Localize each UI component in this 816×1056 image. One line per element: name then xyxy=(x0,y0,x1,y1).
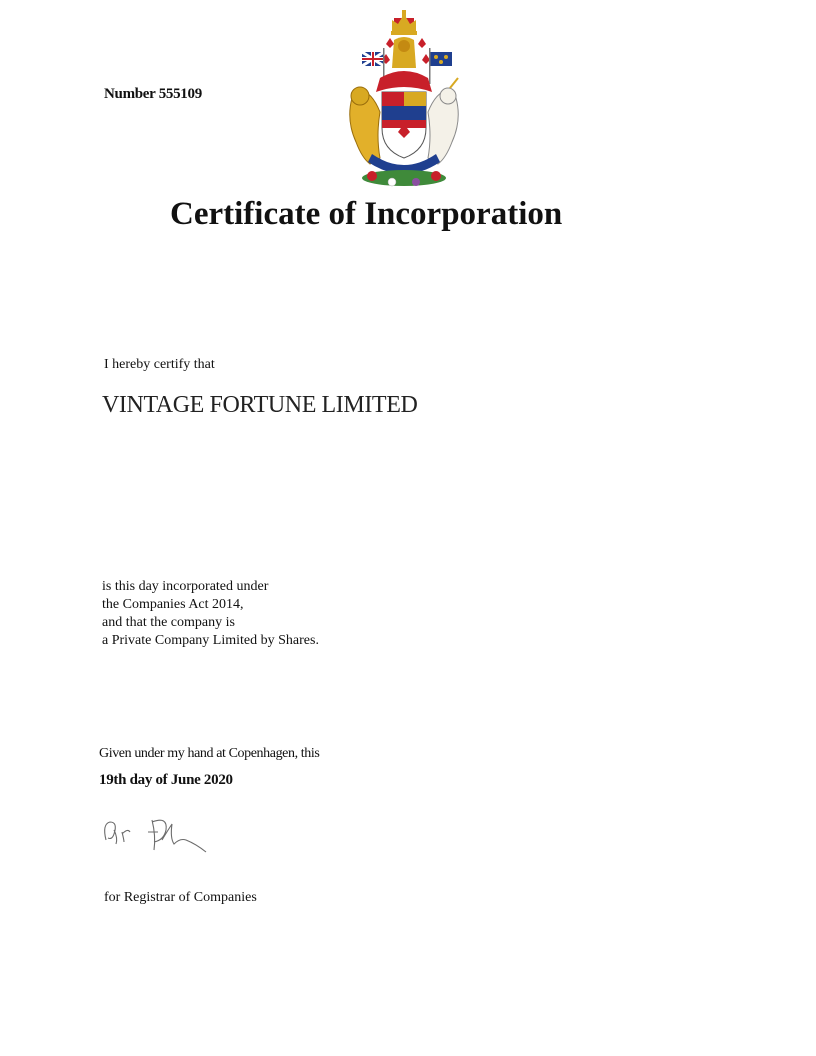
incorporation-line: the Companies Act 2014, xyxy=(102,597,244,612)
certificate-title: Certificate of Incorporation xyxy=(170,196,563,232)
issue-date: 19th day of June 2020 xyxy=(99,772,233,788)
certify-statement: I hereby certify that xyxy=(104,357,215,372)
company-name: VINTAGE FORTUNE LIMITED xyxy=(102,392,418,418)
floral-base-icon xyxy=(362,170,446,186)
incorporation-line: is this day incorporated under xyxy=(102,579,269,594)
incorporation-statement xyxy=(102,578,319,650)
handwritten-signature-icon xyxy=(96,810,216,858)
given-statement: Given under my hand at Copenhagen, this xyxy=(99,746,320,761)
incorporation-line: a Private Company Limited by Shares. xyxy=(102,633,319,648)
certificate-number: Number 555109 xyxy=(104,86,202,102)
fleur-de-lis-flag-icon xyxy=(429,48,452,84)
crown-icon xyxy=(391,10,417,35)
incorporation-line: and that the company is xyxy=(102,615,235,630)
unicorn-supporter-icon xyxy=(428,78,458,164)
shield-icon xyxy=(382,92,426,158)
lion-supporter-icon xyxy=(350,87,380,164)
registrar-label: for Registrar of Companies xyxy=(104,890,257,905)
coat-of-arms-icon xyxy=(336,8,472,192)
